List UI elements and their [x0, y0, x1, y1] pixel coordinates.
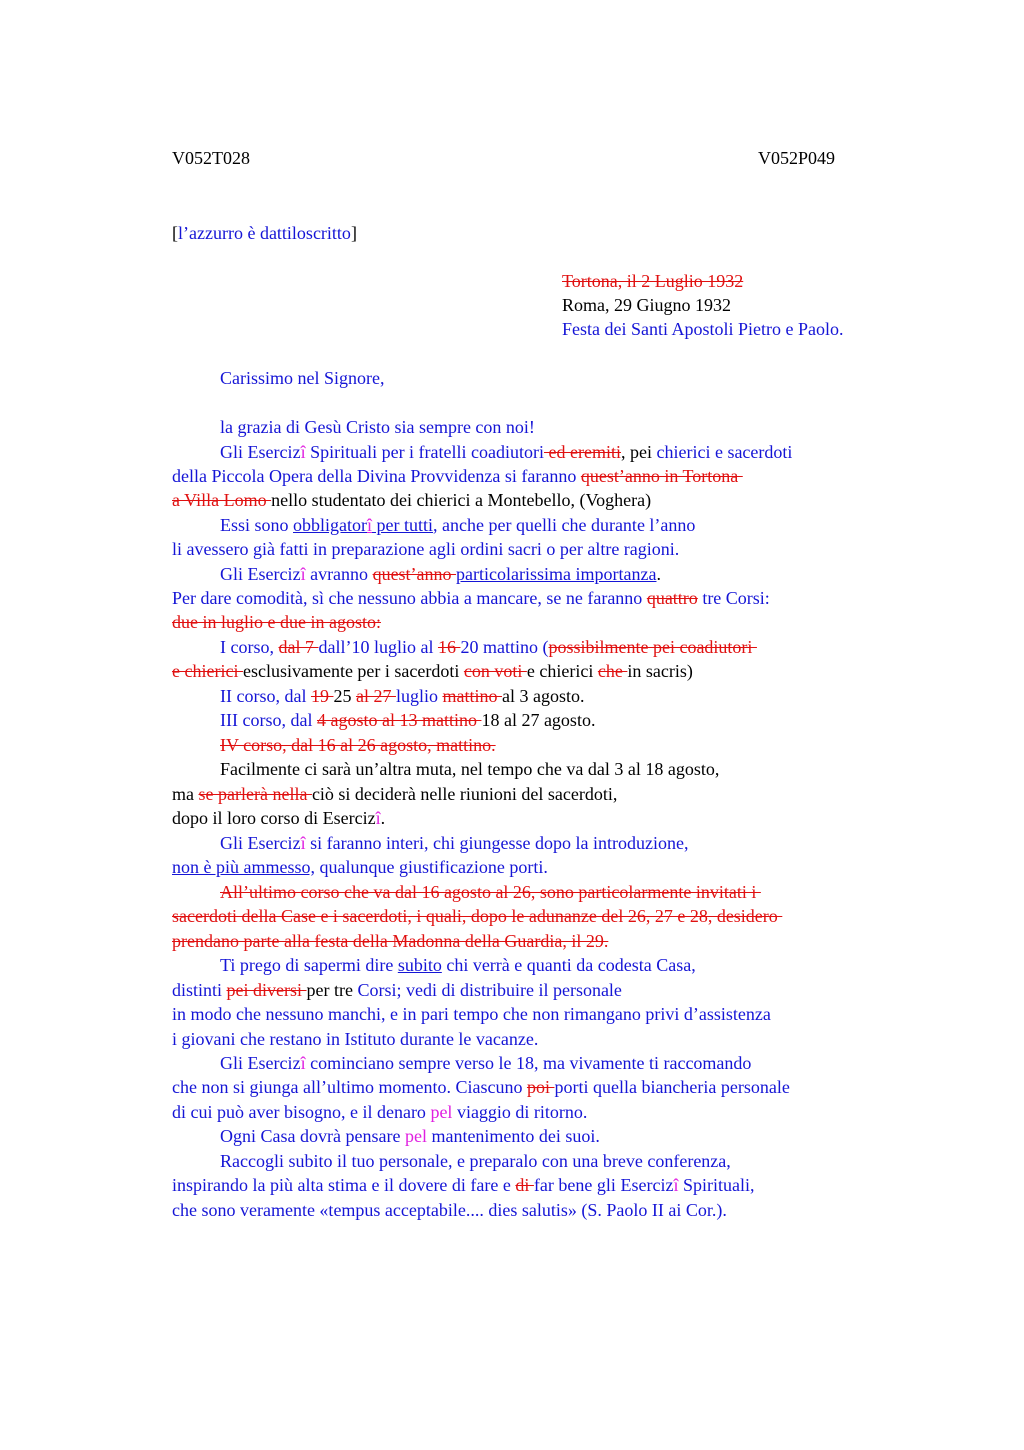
typed-text: chierici e sacerdoti — [656, 442, 793, 462]
bracket: ] — [350, 223, 357, 243]
struck-text: 4 agosto al 13 mattino — [316, 710, 482, 730]
typed-text: di cui può aver bisogno, e il denaro — [172, 1102, 431, 1122]
body-line — [172, 465, 743, 487]
accent-correction: î — [300, 1053, 306, 1073]
struck-text: quest’anno in Tortona — [580, 466, 743, 486]
typed-text: che sono veramente «tempus acceptabile.... dies salutis» (S. Paolo II ai Cor.). — [172, 1200, 727, 1220]
struck-text: possibilmente pei coadiutori — [548, 637, 757, 657]
legend-text: l’azzurro è dattiloscritto — [178, 223, 351, 243]
body-line — [220, 1052, 751, 1074]
struck-text: IV corso, dal 16 al 26 agosto, mattino. — [220, 735, 496, 755]
body-line — [220, 1125, 600, 1147]
accent-correction: î — [300, 564, 306, 584]
handwritten-text: in sacris) — [627, 661, 693, 681]
body-line — [220, 758, 719, 780]
typed-text: inspirando la più alta stima e il dovere di fare e — [172, 1175, 516, 1195]
typed-text: Raccogli subito il tuo personale, e preparalo con una breve conferenza, — [220, 1151, 731, 1171]
body-line — [172, 489, 651, 511]
handwritten-text: al 3 agosto. — [501, 686, 585, 706]
handwritten-text: esclusivamente per i sacerdoti — [242, 661, 464, 681]
typed-text: Gli Esercizî — [220, 1053, 306, 1073]
typed-text: Gli Esercizî — [220, 564, 306, 584]
body-line — [220, 832, 688, 854]
body-line — [172, 611, 381, 633]
accent-correction: î — [375, 808, 381, 828]
handwritten-text: per tre — [306, 980, 358, 1000]
typed-text: mantenimento dei suoi. — [426, 1126, 600, 1146]
struck-text: quest’anno — [372, 564, 457, 584]
body-line — [220, 514, 695, 536]
body-line — [172, 1101, 587, 1123]
body-line — [172, 856, 548, 878]
struck-text: dal 7 — [278, 637, 319, 657]
handwritten-text: ciò si deciderà nelle riunioni del sacerdoti, — [311, 784, 618, 804]
typed-text: Essi sono — [220, 515, 294, 535]
underlined-accent: î — [367, 515, 373, 535]
handwritten-text: . — [656, 564, 661, 584]
struck-text: con voti — [463, 661, 527, 681]
accent-correction: î — [673, 1175, 679, 1195]
accent-correction: î — [300, 442, 306, 462]
body-line — [220, 441, 792, 463]
struck-text: All’ultimo corso che va dal 16 agosto al 26, sono particolarmente invitati i — [220, 882, 761, 902]
struck-text: mattino — [442, 686, 502, 706]
body-line — [172, 905, 782, 927]
body-line — [220, 734, 496, 756]
body-line — [172, 807, 385, 829]
typed-text: i giovani che restano in Istituto durante le vacanze. — [172, 1029, 539, 1049]
dateline: Roma, 29 Giugno 1932 — [562, 295, 731, 315]
header-right-code: V052P049 — [758, 148, 836, 168]
struck-text: 19 — [310, 686, 334, 706]
typed-text: luglio — [395, 686, 443, 706]
typed-text: avranno — [305, 564, 373, 584]
struck-text: prendano parte alla festa della Madonna della Guardia, il 29. — [172, 931, 609, 951]
typed-text: qualunque giustificazione porti. — [314, 857, 548, 877]
body-line — [220, 563, 661, 585]
body-line — [172, 660, 693, 682]
body-line — [220, 416, 535, 438]
typed-text: tre Corsi: — [697, 588, 770, 608]
typed-text: cominciano sempre verso le 18, ma vivamente ti raccomando — [305, 1053, 752, 1073]
handwritten-text: , pei — [620, 442, 657, 462]
struck-text: poi — [526, 1077, 555, 1097]
struck-text: due in luglio e due in agosto: — [172, 612, 381, 632]
typed-text: Ti prego di sapermi dire — [220, 955, 398, 975]
typed-text: 20 mattino ( — [460, 637, 549, 657]
struck-text: se parlerà nella — [198, 784, 312, 804]
body-line — [172, 1174, 754, 1196]
body-line — [220, 709, 595, 731]
typed-text: li avessero già fatti in preparazione agli ordini sacri o per altre ragioni. — [172, 539, 680, 559]
typed-text: Corsi; vedi di distribuire il personale — [357, 980, 622, 1000]
typed-text: in modo che nessuno manchi, e in pari tempo che non rimangano privi d’assistenza — [172, 1004, 771, 1024]
typed-text: , anche per quelli che durante l’anno — [433, 515, 696, 535]
underlined-text: non è più ammesso, — [172, 857, 315, 877]
body-line — [172, 538, 679, 560]
typed-text: Gli Esercizî — [220, 833, 306, 853]
struck-text: sacerdoti della Case e i sacerdoti, i quali, dopo le adunanze del 26, 27 e 28, desidero — [172, 906, 783, 926]
typed-text: II corso, dal — [220, 686, 311, 706]
accent-correction: î — [300, 833, 306, 853]
accent-correction: pel — [404, 1126, 427, 1146]
typed-text: Spirituali per i fratelli coadiutori — [305, 442, 545, 462]
body-line — [220, 954, 696, 976]
typed-text: viaggio di ritorno. — [452, 1102, 588, 1122]
handwritten-text: 25 — [333, 686, 356, 706]
body-line — [220, 636, 757, 658]
body-line — [172, 587, 770, 609]
body-line — [220, 367, 385, 389]
typed-text: che non si giunga all’ultimo momento. Ciascuno — [172, 1077, 527, 1097]
struck-text: che — [597, 661, 628, 681]
underlined-text: obbligator — [293, 515, 368, 535]
typed-text: I corso, — [220, 637, 279, 657]
body-line — [172, 1199, 727, 1221]
typed-text: Spirituali, — [678, 1175, 755, 1195]
underlined-text: particolarissima importanza — [456, 564, 657, 584]
handwritten-text: 18 al 27 agosto. — [481, 710, 596, 730]
body-line — [172, 1028, 538, 1050]
typed-text: si faranno interi, chi giungesse dopo la introduzione, — [305, 833, 689, 853]
handwritten-text: nello studentato dei chierici a Montebello, (Voghera) — [271, 490, 652, 510]
underlined-text: per tutti — [372, 515, 434, 535]
body-line — [172, 783, 617, 805]
struck-text: 16 — [437, 637, 461, 657]
handwritten-text: dopo il loro corso di Esercizî. — [172, 808, 386, 828]
underlined-text: subito — [397, 955, 442, 975]
typed-text: Ogni Casa dovrà pensare — [220, 1126, 405, 1146]
handwritten-text: Facilmente ci sarà un’altra muta, nel tempo che va dal 3 al 18 agosto, — [220, 759, 720, 779]
accent-correction: pel — [430, 1102, 453, 1122]
struck-dateline: Tortona, il 2 Luglio 1932 — [562, 271, 744, 291]
feast-line: Festa dei Santi Apostoli Pietro e Paolo. — [562, 319, 844, 339]
header-left-code: V052T028 — [172, 148, 250, 168]
body-line — [220, 881, 761, 903]
body-line — [220, 685, 584, 707]
typed-text: dall’10 luglio al — [318, 637, 438, 657]
typed-text: della Piccola Opera della Divina Provvidenza si faranno — [172, 466, 581, 486]
body-line — [172, 930, 608, 952]
typed-text: porti quella biancheria personale — [554, 1077, 790, 1097]
struck-text: pei diversi — [226, 980, 307, 1000]
handwritten-text: ma — [172, 784, 199, 804]
struck-text: ed eremiti — [544, 442, 621, 462]
body-line — [220, 1150, 731, 1172]
typed-text: Gli Esercizî — [220, 442, 306, 462]
color-legend-note — [172, 222, 357, 244]
body-line — [172, 979, 622, 1001]
body-line — [172, 1076, 790, 1098]
typed-text: distinti — [172, 980, 227, 1000]
struck-text: quattro — [646, 588, 698, 608]
typed-text: chi verrà e quanti da codesta Casa, — [441, 955, 696, 975]
struck-text: al 27 — [355, 686, 396, 706]
body-line — [172, 1003, 771, 1025]
handwritten-text: e chierici — [526, 661, 598, 681]
typed-text: far bene gli Esercizî — [533, 1175, 679, 1195]
typed-text: III corso, dal — [220, 710, 317, 730]
typed-text: Per dare comodità, sì che nessuno abbia a mancare, se ne faranno — [172, 588, 647, 608]
struck-text: e chierici — [172, 661, 243, 681]
typed-text: la grazia di Gesù Cristo sia sempre con noi! — [220, 417, 535, 437]
typed-text: Carissimo nel Signore, — [220, 368, 385, 388]
bracket: [ — [172, 223, 178, 243]
struck-text: a Villa Lomo — [172, 490, 272, 510]
struck-text: di — [515, 1175, 534, 1195]
